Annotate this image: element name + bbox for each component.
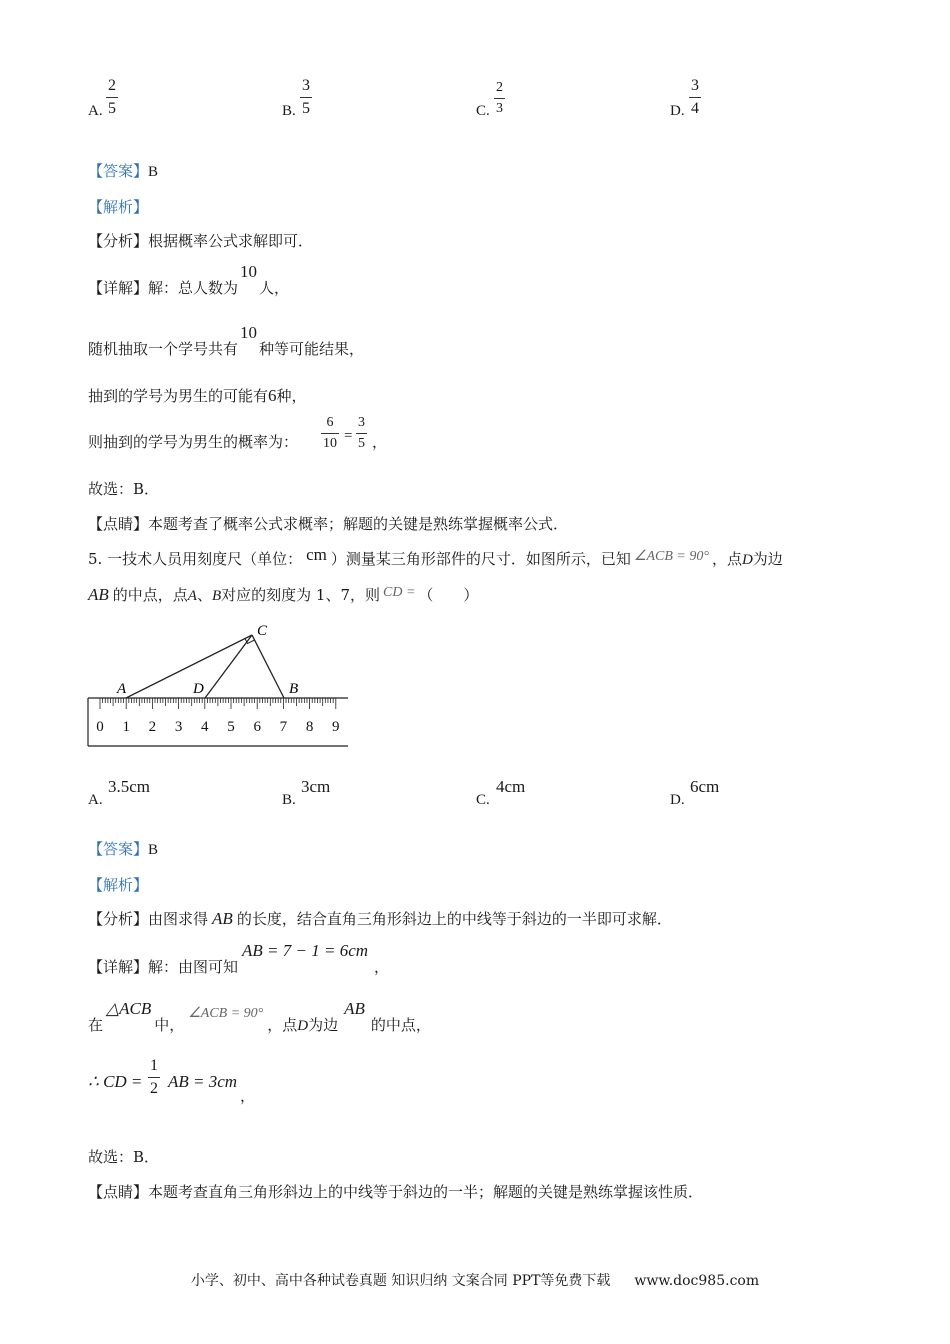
review-text: 本题考查直角三角形斜边上的中线等于斜边的一半；解题的关键是熟练掌握该性质．	[148, 1183, 704, 1201]
ruler-number: 2	[148, 719, 157, 735]
q4-detail-line3	[88, 385, 307, 406]
line-text: 抽到的学号为男生的可能有	[88, 387, 269, 405]
line-text: 随机抽取一个学号共有	[88, 340, 239, 358]
detail-text-end: 人，	[259, 279, 290, 297]
total-count: 10	[240, 262, 258, 281]
detail-tag: 【详解】	[88, 958, 149, 976]
ruler-number: 7	[279, 719, 288, 735]
detail-text: 解：由图可知	[148, 958, 239, 976]
q5-stem-line2	[88, 584, 478, 605]
stem-text-2: ）测量某三角形部件的尺寸．如图所示，已知	[330, 550, 631, 568]
cd-comma: ，	[240, 1087, 256, 1105]
q4-fenxi	[88, 230, 313, 251]
footer-text: 小学、初中、高中各种试卷真题 知识归纳 文案合同 PPT等免费下载	[190, 1273, 611, 1289]
fraction-6-10: 6 10	[323, 415, 337, 451]
q4-detail-line4-text: 则抽到的学号为男生的概率为：	[88, 433, 299, 451]
option-d-letter: D.	[670, 103, 685, 119]
line-text-3: ，点	[267, 1016, 298, 1034]
stem-text-3: ，点	[711, 550, 742, 568]
detail-comma: ，	[374, 958, 390, 976]
line-text-end: 种等可能结果，	[259, 340, 365, 358]
line-text-end: 种，	[276, 387, 307, 405]
point-d: D	[741, 552, 753, 568]
segment-cd-line	[205, 635, 252, 698]
cd-result: AB = 3cm	[168, 1072, 238, 1091]
label-c: C	[257, 623, 268, 639]
q5-option-d-letter: D.	[670, 792, 685, 808]
separator: 、	[196, 586, 212, 604]
ab-equation: AB = 7 − 1 = 6cm	[242, 941, 369, 960]
q5-fenxi	[88, 908, 672, 929]
point-a: A	[187, 588, 197, 604]
label-b: B	[289, 681, 299, 697]
blank-paren: （ ）	[418, 586, 479, 604]
q5-option-b-value: 3cm	[301, 777, 331, 796]
therefore-cd: ∴ CD =	[88, 1072, 143, 1091]
fraction-3-5: 3 5	[358, 415, 365, 451]
fenxi-tag: 【分析】	[88, 910, 149, 928]
segment-ac	[126, 635, 252, 698]
ruler-ticks	[100, 698, 336, 709]
q5-option-a-letter: A.	[88, 792, 103, 808]
answer-value: B	[148, 164, 159, 180]
ruler-numbers	[96, 719, 339, 735]
angle-acb: ∠ACB = 90°	[633, 549, 709, 564]
answer-value: B	[148, 842, 159, 858]
footer-url: www.doc985.com	[634, 1273, 760, 1289]
ruler-number: 1	[122, 719, 130, 735]
q4-detail-line1	[88, 262, 290, 298]
segment-cd: CD =	[383, 585, 416, 600]
line4-comma: ，	[372, 433, 388, 451]
q4-review	[88, 513, 568, 534]
q5-stem-line1	[88, 545, 783, 569]
segment-ab: AB	[344, 999, 365, 1018]
male-count: 6	[268, 386, 277, 405]
label-d: D	[193, 681, 204, 697]
answer-tag: 【答案】	[88, 840, 149, 858]
fenxi-text-2: 的长度，结合直角三角形斜边上的中线等于斜边的一半即可求解．	[236, 910, 672, 928]
outcome-count: 10	[240, 323, 258, 342]
stem-text-2: 对应的刻度为 1、7，则	[221, 586, 381, 604]
q4-detail-line2	[88, 323, 365, 359]
fenxi-tag: 【分析】	[88, 232, 149, 250]
review-tag: 【点睛】	[88, 1183, 149, 1201]
line-text-5: 的中点，	[370, 1016, 431, 1034]
detail-text: 解：总人数为	[148, 279, 239, 297]
option-c-fraction: 2 3	[496, 80, 503, 116]
q4-choice: 故选：B．	[88, 480, 160, 498]
review-tag: 【点睛】	[88, 515, 149, 533]
option-d-fraction: 3 4	[691, 77, 699, 117]
triangle-acb: △ACB	[106, 999, 152, 1018]
ruler-number: 6	[253, 719, 261, 735]
page-footer	[0, 1270, 950, 1290]
stem-text: 5. 一技术人员用刻度尺（单位：	[88, 550, 303, 568]
option-c-letter: C.	[476, 103, 490, 119]
q5-answer	[88, 838, 158, 859]
point-b: B	[211, 588, 222, 604]
q5-analysis-tag: 【解析】	[88, 876, 149, 894]
ruler-number: 5	[227, 719, 235, 735]
q5-option-c-value: 4cm	[496, 777, 526, 796]
equals-sign: =	[344, 428, 353, 444]
q5-choice: 故选：B．	[88, 1148, 160, 1166]
ruler-triangle-figure	[80, 618, 360, 753]
segment-ab: AB	[212, 909, 233, 928]
q4-answer	[88, 160, 158, 181]
unit-cm: cm	[306, 545, 327, 564]
ruler-number: 3	[174, 719, 183, 735]
label-a: A	[117, 681, 127, 697]
option-a-letter: A.	[88, 103, 103, 119]
review-text: 本题考查了概率公式求概率；解题的关键是熟练掌握概率公式．	[148, 515, 569, 533]
line-text-4: 为边	[308, 1016, 339, 1034]
q5-option-a-value: 3.5cm	[108, 777, 151, 796]
ruler-number: 9	[332, 719, 340, 735]
q5-option-d-value: 6cm	[690, 777, 720, 796]
q5-detail-line2	[88, 999, 431, 1035]
line-text: 在	[88, 1016, 104, 1034]
option-a-fraction: 2 5	[108, 77, 116, 117]
q5-option-b-letter: B.	[282, 792, 296, 808]
angle-acb: ∠ACB = 90°	[188, 1006, 264, 1021]
ruler-number: 4	[201, 719, 209, 735]
q5-review	[88, 1181, 703, 1202]
ruler-number: 8	[305, 719, 314, 735]
option-b-letter: B.	[282, 103, 296, 119]
segment-ab: AB	[88, 585, 109, 604]
option-b-fraction: 3 5	[302, 77, 310, 117]
detail-tag: 【详解】	[88, 279, 149, 297]
q4-analysis-tag: 【解析】	[88, 198, 149, 216]
stem-text: 的中点，点	[112, 586, 188, 604]
q5-option-c-letter: C.	[476, 792, 490, 808]
q5-detail-line1	[88, 941, 390, 977]
point-d: D	[297, 1018, 309, 1034]
ruler-number: 0	[96, 719, 104, 735]
stem-text-4: 为边	[752, 550, 783, 568]
answer-tag: 【答案】	[88, 162, 149, 180]
fenxi-text: 由图求得	[148, 910, 209, 928]
segment-cb	[252, 635, 284, 698]
line-text-2: 中，	[154, 1016, 185, 1034]
fraction-1-2: 1 2	[150, 1057, 158, 1097]
fenxi-text: 根据概率公式求解即可．	[148, 232, 314, 250]
